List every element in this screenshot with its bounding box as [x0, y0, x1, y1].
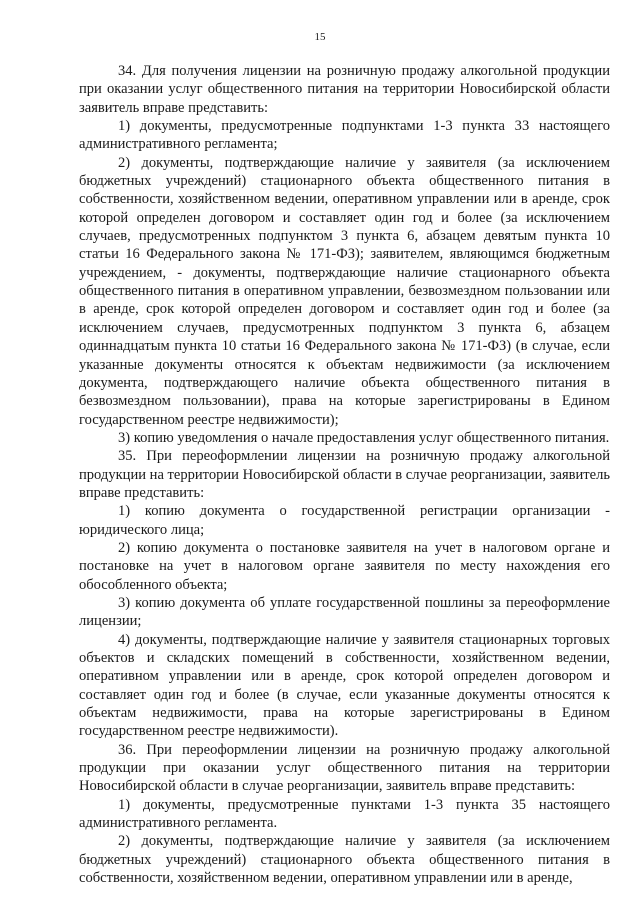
paragraph-35-item-3: 3) копию документа об уплате государственной пошлины за переоформление лицензии; [79, 594, 610, 630]
paragraph-36-item-2: 2) документы, подтверждающие наличие у заявителя (за исключением бюджетных учреждений) стационарного объекта общественного питания в собственности, хозяйственном ведении, оперативном управлении или в аренде, [79, 833, 610, 887]
paragraph-35-item-2: 2) копию документа о постановке заявителя на учет в налоговом органе и постановке на учет в налоговом органе заявителя по месту нахождения его обособленного объекта; [79, 539, 610, 593]
paragraph-35-item-1: 1) копию документа о государственной регистрации организации - юридического лица; [79, 503, 610, 538]
paragraph-35-intro: 35. При переоформлении лицензии на розничную продажу алкогольной продукции на территории Новосибирской области в случае реорганизации, заявитель вправе представить: [79, 448, 610, 501]
page-number: 15 [314, 31, 326, 43]
document-body [79, 62, 610, 887]
paragraph-34-item-2: 2) документы, подтверждающие наличие у заявителя (за исключением бюджетных учреждений) стационарного объекта общественного питания в собственности, хозяйственном ведении, оперативном управлении или в аренде, срок которой определен договором и составляет один год и более (за исключением случаев, предусмотренных подпунктом 3 пункта 6, абзацем девятым пункта 10 статьи 16 Федерального закона № 171-ФЗ); заявителем, являющимся бюджетным учреждением, - документы, подтверждающие наличие стационарного объекта общественного питания в оперативном управлении, безвозмездном пользовании или в аренде, срок которой определен договором и составляет один год и более (за исключением случаев, предусмотренных подпунктом 3 пункта 6, абзацем одиннадцатым пункта 10 статьи 16 Федерального закона № 171-ФЗ) (в случае, если указанные документы относятся к объектам недвижимости (за исключением документа, подтверждающего наличие объекта общественного питания в безвозмездном пользовании), права на которые зарегистрированы в Едином государственном реестре недвижимости); [79, 154, 610, 428]
paragraph-35-item-4: 4) документы, подтверждающие наличие у заявителя стационарных торговых объектов и складских помещений в собственности, хозяйственном ведении, оперативном управлении или в аренде, срок которой определен договором и составляет один год и более (в случае, если указанные документы относятся к объектам недвижимости, права на которые зарегистрированы в Едином государственном реестре недвижимости). [79, 631, 610, 740]
paragraph-34-item-3: 3) копию уведомления о начале предоставления услуг общественного питания. [118, 429, 610, 446]
paragraph-36-intro: 36. При переоформлении лицензии на розничную продажу алкогольной продукции при оказании услуг общественного питания на территории Новосибирской области в случае реорганизации, заявитель вправе представить: [79, 741, 610, 795]
paragraph-34-intro: 34. Для получения лицензии на розничную продажу алкогольной продукции при оказании услуг общественного питания на территории Новосибирской области заявитель вправе представить: [79, 63, 610, 116]
paragraph-36-item-1: 1) документы, предусмотренные пунктами 1-3 пункта 35 настоящего административного регламента. [79, 796, 610, 832]
paragraph-34-item-1: 1) документы, предусмотренные подпунктами 1-3 пункта 33 настоящего административного регламента; [79, 118, 610, 153]
